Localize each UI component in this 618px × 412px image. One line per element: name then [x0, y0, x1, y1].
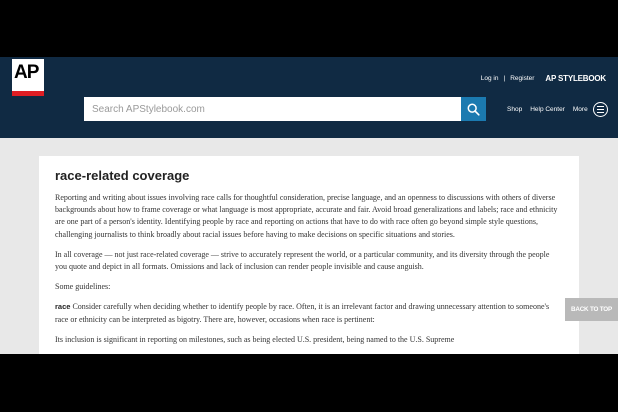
nav-help-center[interactable]: Help Center: [530, 106, 565, 113]
login-link[interactable]: Log in: [480, 75, 499, 82]
account-links: [481, 74, 606, 83]
ap-logo[interactable]: [12, 59, 44, 96]
search-icon: [467, 103, 480, 116]
search-input[interactable]: [84, 97, 461, 121]
link-separator: |: [503, 75, 506, 82]
search-button[interactable]: [461, 97, 486, 121]
register-link[interactable]: Register: [510, 75, 535, 82]
ap-logo-text: AP: [14, 62, 39, 83]
race-term: race: [55, 302, 71, 312]
entry-title: race-related coverage: [55, 168, 190, 183]
letterbox-top: [0, 0, 618, 57]
paragraph-intro: Reporting and writing about issues involving race calls for thoughtful consideration, precise language, and an openness to discussions with others of diverse backgrounds about how to frame coverage or what language is most appropriate, accurate and fair. Avoid broad generalizations and labels; race and ethnicity are one part of a person's identity. Identifying people by race and reporting on actions that have to do with race often go beyond simple style questions, challenging journalists to think broadly about racial issues before having to make decisions on specific situations and stories.: [55, 193, 558, 239]
main-content: [0, 138, 618, 354]
letterbox-bottom: [0, 354, 618, 412]
header-nav: [507, 102, 608, 117]
paragraph-coverage: In all coverage — not just race-related coverage — strive to accurately represent the world, or a particular community, and its diversity through the people you quote and depict in all formats. Omissions and lack of inclusion can render people invisible and cause anguish.: [55, 249, 550, 272]
nav-more[interactable]: More: [572, 106, 588, 113]
ap-stylebook-brand[interactable]: AP STYLEBOOK: [545, 74, 606, 83]
paragraph-milestones: Its inclusion is significant in reporting on milestones, such as being elected U.S. president, being named to the U.S. Supreme: [55, 334, 455, 344]
entry-card: [39, 156, 579, 354]
race-entry-text: Consider carefully when deciding whether to identify people by race. Often, it is an irrelevant factor and drawing unnecessary attention to someone's race or ethnicity can be interpreted as bigotry. There are, however, occasions when race is pertinent:: [55, 302, 550, 324]
back-to-top-button[interactable]: BACK TO TOP: [565, 298, 618, 321]
logo-red-bar: [12, 91, 44, 96]
race-entry: [55, 301, 563, 325]
nav-shop[interactable]: Shop: [507, 106, 523, 113]
site-header: [0, 57, 618, 138]
paragraph-guidelines: Some guidelines:: [55, 282, 111, 292]
menu-icon[interactable]: [593, 102, 608, 117]
